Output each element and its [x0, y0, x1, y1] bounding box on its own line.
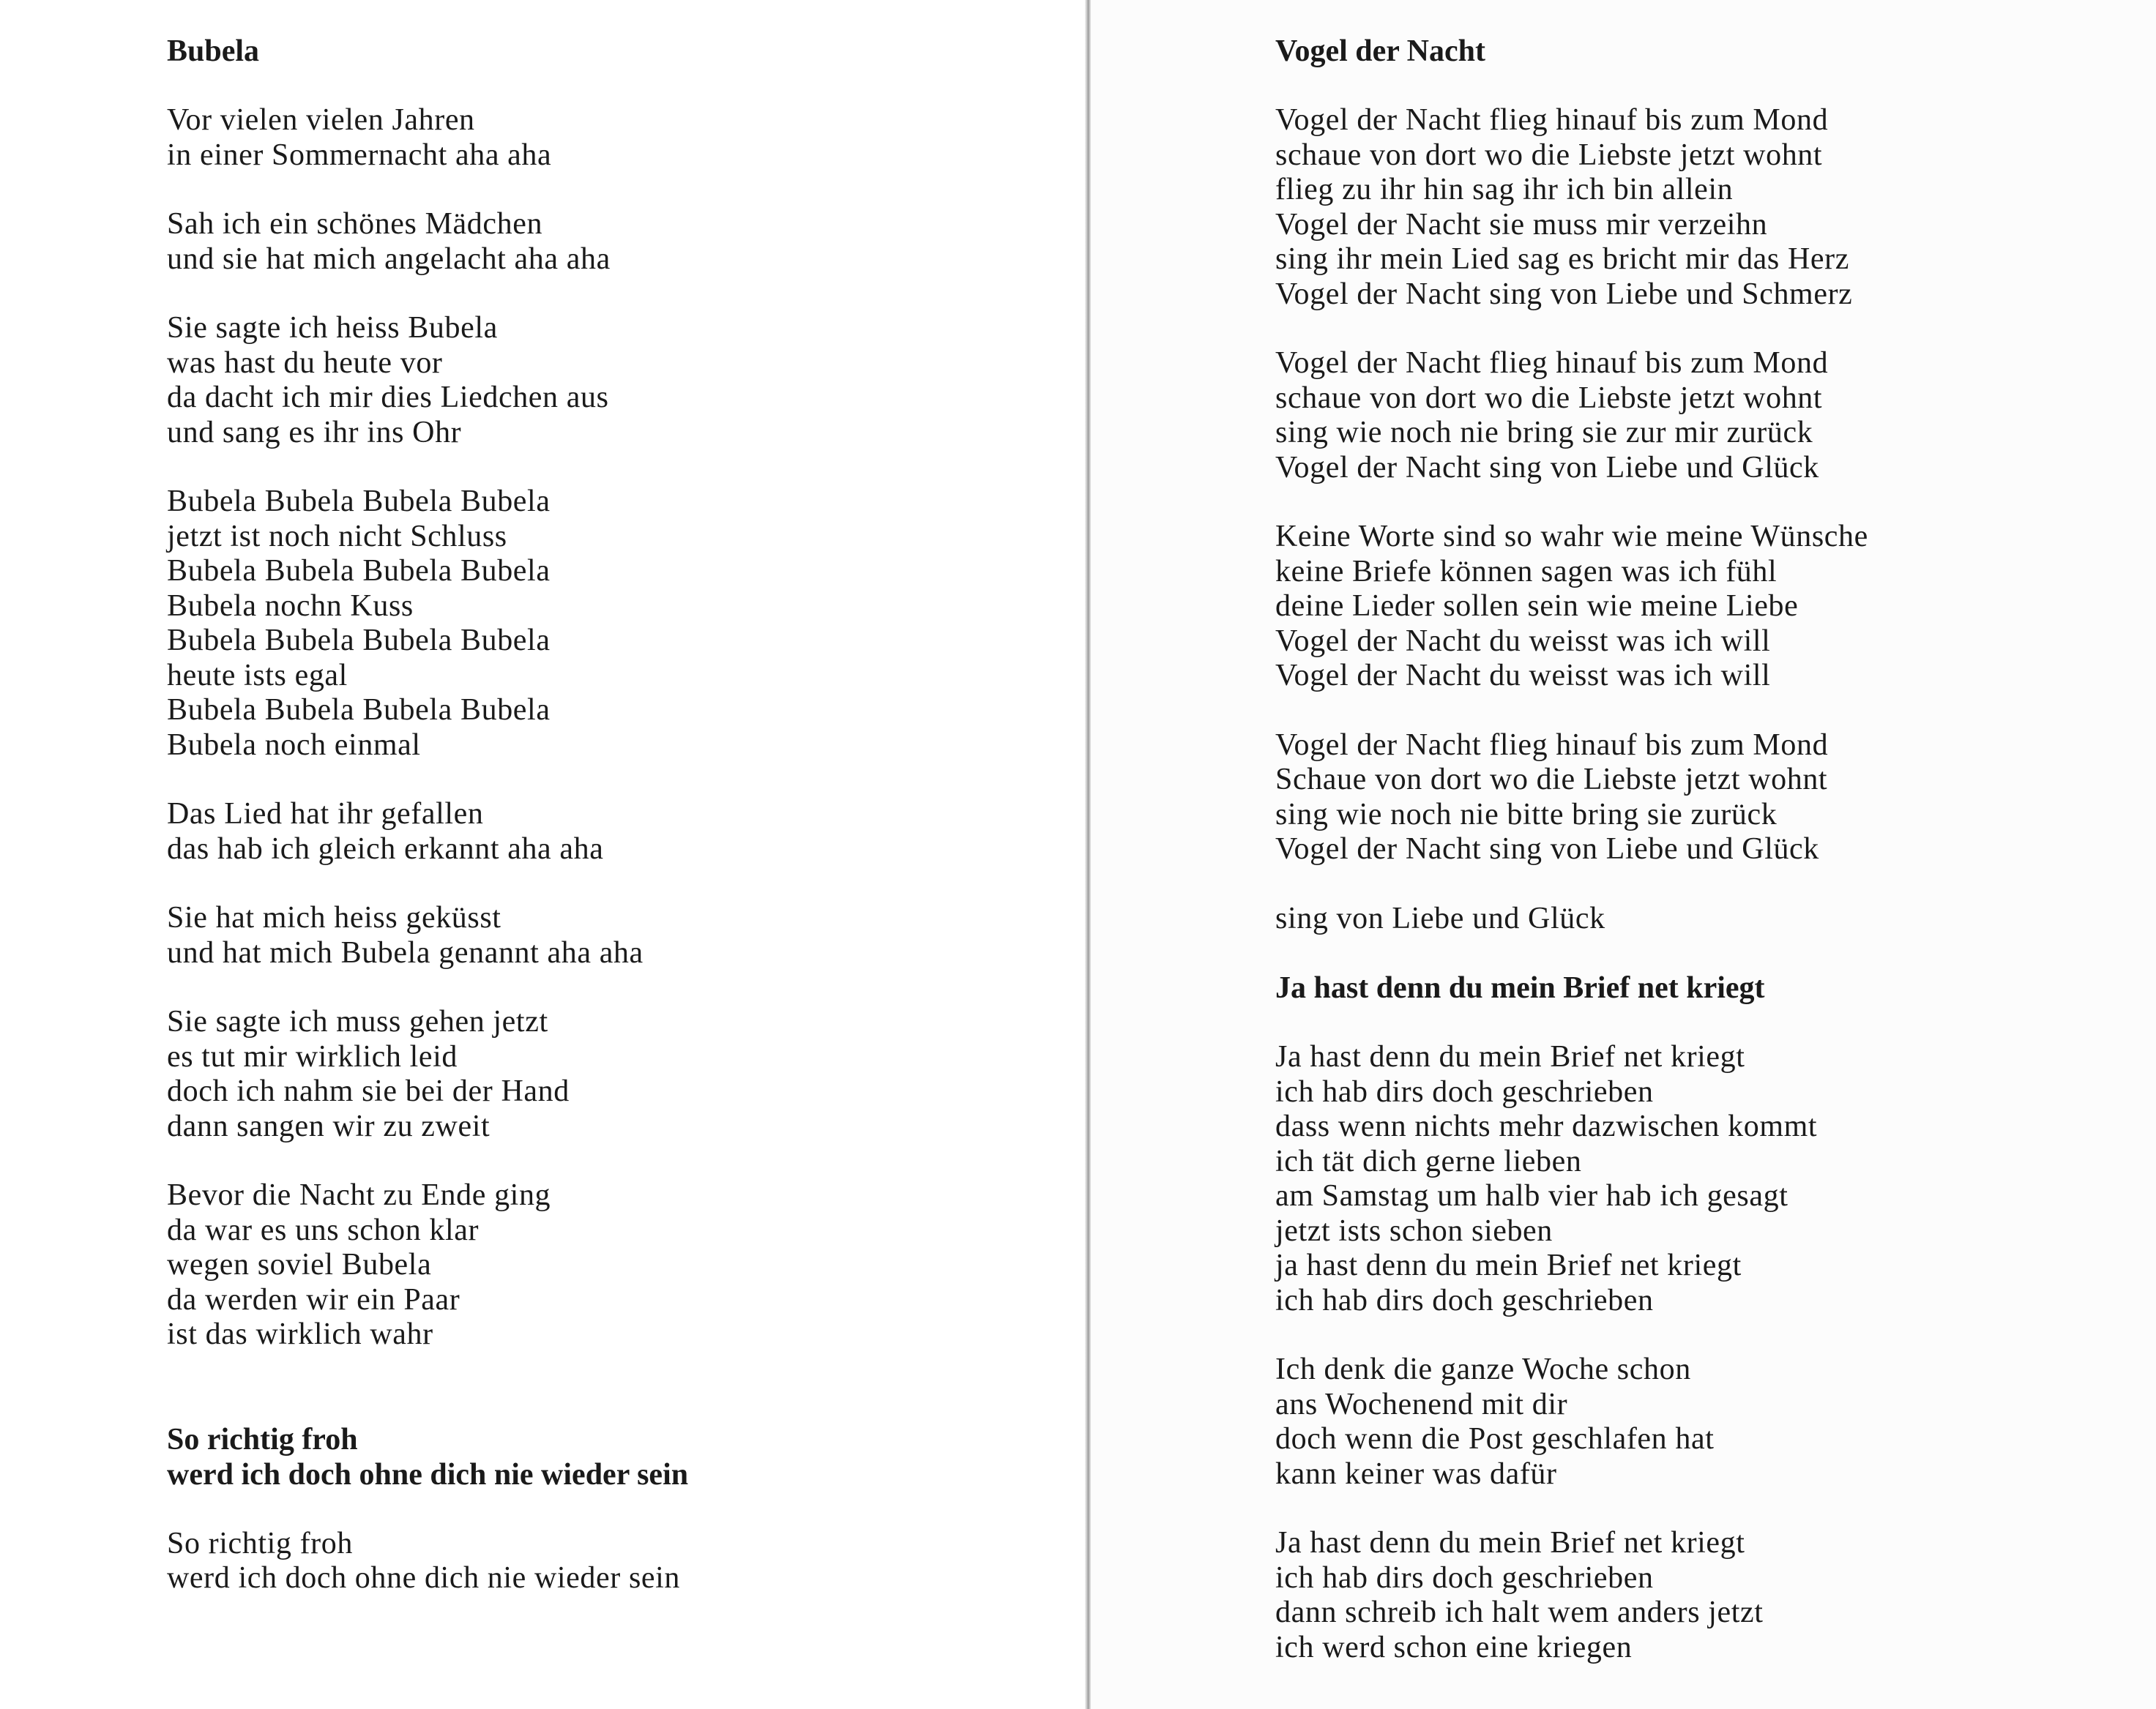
- lyric-line: Keine Worte sind so wahr wie meine Wünsche: [1275, 520, 1868, 553]
- left-page-lyrics: [167, 34, 972, 1631]
- lyric-line: jetzt ists schon sieben: [1275, 1213, 1553, 1248]
- lyric-line: dass wenn nichts mehr dazwischen kommt: [1275, 1110, 1818, 1143]
- booklet-spine-fold: [1085, 0, 1091, 1709]
- lyric-line: deine Lieder sollen sein wie meine Liebe: [1275, 589, 1799, 623]
- stanza: [1275, 1526, 2081, 1665]
- lyric-line: Das Lied hat ihr gefallen: [167, 797, 484, 831]
- stanza: [1275, 1040, 2081, 1318]
- stanza: [1275, 346, 2081, 485]
- lyric-line: flieg zu ihr hin sag ihr ich bin allein: [1275, 173, 1734, 206]
- stanza: [167, 1178, 972, 1353]
- song: [1275, 971, 2081, 1665]
- stanza: [1275, 902, 2081, 937]
- lyric-line: und sie hat mich angelacht aha aha: [167, 242, 611, 276]
- song-title-line: werd ich doch ohne dich nie wieder sein: [167, 1457, 689, 1492]
- stanza: [167, 797, 972, 867]
- lyric-line: das hab ich gleich erkannt aha aha: [167, 831, 604, 866]
- song-title: [1275, 971, 2081, 1006]
- song-title: [167, 34, 972, 69]
- lyric-line: sing wie noch nie bring sie zur mir zurück: [1275, 416, 1813, 449]
- lyric-line: Sie hat mich heiss geküsst: [167, 901, 501, 935]
- lyric-line: sing wie noch nie bitte bring sie zurück: [1275, 797, 1778, 831]
- song-title: [1275, 34, 2081, 69]
- lyric-line: ist das wirklich wahr: [167, 1317, 433, 1351]
- lyric-line: Vogel der Nacht sing von Liebe und Glück: [1275, 832, 1819, 866]
- song-title-line: Ja hast denn du mein Brief net kriegt: [1275, 971, 1765, 1005]
- lyric-line: ich hab dirs doch geschrieben: [1275, 1074, 1654, 1109]
- lyric-line: Vogel der Nacht sing von Liebe und Schmerz: [1275, 277, 1853, 311]
- lyric-line: dann sangen wir zu zweit: [167, 1109, 490, 1143]
- lyric-line: So richtig froh: [167, 1526, 353, 1560]
- song-title: [167, 1422, 972, 1492]
- stanza: [167, 207, 972, 277]
- lyric-line: sing von Liebe und Glück: [1275, 901, 1605, 935]
- lyric-line: da werden wir ein Paar: [167, 1282, 460, 1317]
- lyric-line: Bubela noch einmal: [167, 728, 421, 762]
- lyric-line: Vogel der Nacht du weisst was ich will: [1275, 659, 1771, 692]
- lyric-line: doch ich nahm sie bei der Hand: [167, 1074, 570, 1108]
- lyric-line: werd ich doch ohne dich nie wieder sein: [167, 1561, 680, 1595]
- song-title-line: Bubela: [167, 34, 260, 68]
- lyric-line: und sang es ihr ins Ohr: [167, 415, 462, 449]
- lyric-line: schaue von dort wo die Liebste jetzt wohnt: [1275, 381, 1823, 415]
- stanza: [1275, 728, 2081, 867]
- lyric-line: Sie sagte ich heiss Bubela: [167, 311, 498, 345]
- lyric-line: Vor vielen vielen Jahren: [167, 103, 475, 137]
- stanza: [167, 103, 972, 173]
- lyric-line: ich werd schon eine kriegen: [1275, 1630, 1633, 1664]
- lyric-line: Bubela Bubela Bubela Bubela: [167, 624, 551, 657]
- stanza: [167, 1005, 972, 1144]
- lyric-line: wegen soviel Bubela: [167, 1248, 432, 1282]
- lyric-line: Vogel der Nacht du weisst was ich will: [1275, 624, 1771, 658]
- lyric-line: keine Briefe können sagen was ich fühl: [1275, 554, 1778, 588]
- stanza: [167, 901, 972, 971]
- stanza: [167, 311, 972, 450]
- lyric-line: Vogel der Nacht sie muss mir verzeihn: [1275, 207, 1768, 242]
- lyric-line: Vogel der Nacht flieg hinauf bis zum Mond: [1275, 103, 1829, 137]
- song: [167, 34, 972, 1422]
- song: [1275, 34, 2081, 936]
- lyric-line: da war es uns schon klar: [167, 1213, 480, 1247]
- stanza: [167, 1527, 972, 1596]
- stanza: [1275, 1353, 2081, 1492]
- lyric-line: heute ists egal: [167, 658, 348, 692]
- lyric-line: jetzt ist noch nicht Schluss: [167, 519, 507, 553]
- lyric-line: Ja hast denn du mein Brief net kriegt: [1275, 1040, 1745, 1074]
- lyric-line: sing ihr mein Lied sag es bricht mir das Herz: [1275, 242, 1849, 276]
- lyric-line: dann schreib ich halt wem anders jetzt: [1275, 1596, 1764, 1629]
- lyric-line: ans Wochenend mit dir: [1275, 1387, 1568, 1421]
- lyric-line: Bubela nochn Kuss: [167, 588, 414, 623]
- lyric-line: Bubela Bubela Bubela Bubela: [167, 485, 551, 518]
- section-spacer: [167, 1387, 972, 1422]
- lyric-line: Vogel der Nacht sing von Liebe und Glück: [1275, 450, 1819, 485]
- lyric-line: und hat mich Bubela genannt aha aha: [167, 935, 644, 970]
- lyric-line: Ja hast denn du mein Brief net kriegt: [1275, 1526, 1745, 1560]
- lyric-line: Bubela Bubela Bubela Bubela: [167, 693, 551, 727]
- lyric-line: in einer Sommernacht aha aha: [167, 138, 552, 172]
- lyric-line: Vogel der Nacht flieg hinauf bis zum Mond: [1275, 346, 1829, 380]
- lyric-line: am Samstag um halb vier hab ich gesagt: [1275, 1179, 1788, 1213]
- lyric-line: Ich denk die ganze Woche schon: [1275, 1353, 1691, 1386]
- lyric-line: schaue von dort wo die Liebste jetzt wohnt: [1275, 138, 1823, 172]
- lyric-line: doch wenn die Post geschlafen hat: [1275, 1422, 1715, 1456]
- lyric-line: Sah ich ein schönes Mädchen: [167, 207, 543, 241]
- lyric-line: was hast du heute vor: [167, 345, 443, 380]
- lyric-line: Bevor die Nacht zu Ende ging: [167, 1178, 551, 1212]
- lyric-line: Bubela Bubela Bubela Bubela: [167, 554, 551, 588]
- lyric-line: ja hast denn du mein Brief net kriegt: [1275, 1249, 1742, 1282]
- right-page-lyrics: [1275, 34, 2081, 1699]
- song: [167, 1422, 972, 1596]
- lyric-line: Schaue von dort wo die Liebste jetzt wohnt: [1275, 763, 1828, 796]
- lyric-line: da dacht ich mir dies Liedchen aus: [167, 381, 609, 414]
- lyric-line: ich tät dich gerne lieben: [1275, 1144, 1582, 1178]
- stanza: [1275, 520, 2081, 694]
- lyric-line: Vogel der Nacht flieg hinauf bis zum Mond: [1275, 728, 1829, 762]
- song-title-line: So richtig froh: [167, 1422, 358, 1456]
- lyric-line: es tut mir wirklich leid: [167, 1039, 458, 1074]
- right-page: [1091, 0, 2156, 1709]
- stanza: [167, 485, 972, 763]
- lyric-line: Sie sagte ich muss gehen jetzt: [167, 1005, 548, 1039]
- lyric-line: ich hab dirs doch geschrieben: [1275, 1283, 1654, 1317]
- lyric-line: ich hab dirs doch geschrieben: [1275, 1560, 1654, 1595]
- song-title-line: Vogel der Nacht: [1275, 34, 1485, 68]
- stanza: [1275, 103, 2081, 312]
- lyric-line: kann keiner was dafür: [1275, 1456, 1557, 1491]
